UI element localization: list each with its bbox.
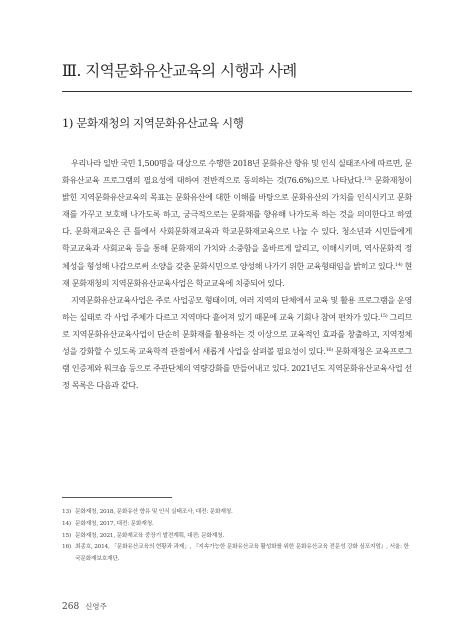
footnote-text: 문화재청, 2018, 문화유산 향유 및 인식 실태조사, 대전: 문화재청. bbox=[75, 509, 233, 515]
paragraph-1 bbox=[62, 155, 412, 292]
footnote-text: 최종호, 2014, 「문화유산교육의 현황과 과제」, 『지속가능한 문화유산교육 활성화를 위한 문화유산교육 전문성 강화 심포지엄』, 서울: 한국문화재보호재단. bbox=[75, 544, 409, 563]
footnote-number: 16) bbox=[62, 544, 71, 551]
paragraph-2 bbox=[62, 292, 412, 395]
paragraph-1-text-c: 현재 문화재청의 지역문화유산교육사업은 학교교육에 치중되어 있다. bbox=[62, 260, 413, 288]
footnote-ref-16: 16) bbox=[325, 347, 333, 354]
paragraph-1-text-a: 우리나라 일반 국민 1,500명을 대상으로 수행한 2018년 문화유산 향유 및 인식 실태조사에 따르면, 문화유산교육 프로그램의 필요성에 대하여 전반적으로 동의하는 것(76.6%)으로 나타났다. bbox=[62, 158, 412, 186]
footnote-text: 문화재청, 2021, 문화재교육 중장기 발전계획, 대전: 문화재청. bbox=[75, 532, 225, 539]
chapter-divider bbox=[62, 91, 412, 92]
footnote-item bbox=[62, 542, 412, 566]
footnote-item bbox=[62, 531, 412, 543]
page-number: 268 bbox=[62, 602, 80, 612]
paragraph-2-text-a: 지역문화유산교육사업은 주로 사업공모 형태이며, 여러 지역의 단체에서 교육 및 활용 프로그램을 운영하는 실태로 각 사업 주체가 다르고 지역마다 흩어져 있기 때문에 교육 기회나 참여 편차가 있다. bbox=[62, 294, 412, 322]
footnote-item bbox=[62, 519, 412, 531]
footnote-ref-15: 15) bbox=[380, 312, 388, 319]
chapter-title: Ⅲ. 지역문화유산교육의 시행과 사례 bbox=[62, 62, 297, 80]
paragraph-1-text-b: 문화재청이 밝힌 지역문화유산교육의 목표는 문화유산에 대한 이해를 바탕으로 문화유산의 가치를 인식시키고 문화재를 가꾸고 보호해 나가도록 하고, 궁극적으로는 문화재를 향유해 나가도록 하는 것을 의미한다고 하였다. 문화재교육은 큰 틀에서 사회문화재교육과 학교문화재교육으로 나눌 수 있다. 청소년과 시민들에게 학교교육과 사회교육 등을 통해 문화재의 가치와 소중함을 올바르게 알리고, 이해시키며, 역사문화적 정체성을 형성해 나감으로써 소양을 갖춘 문화시민으로 양성해 나가기 위한 교육형태임을 밝히고 있다. bbox=[62, 175, 412, 271]
footnote-ref-13: 13) bbox=[364, 176, 372, 183]
footnote-number: 13) bbox=[62, 509, 71, 515]
footnote-text: 문화재청, 2017, 대전: 문화재청. bbox=[75, 520, 154, 527]
running-author: 신영주 bbox=[85, 602, 107, 611]
page-footer bbox=[62, 601, 107, 612]
paragraph-2-text-c: 문화재청은 교육프로그램 인증제와 워크숍 등으로 주관단체의 역량강화를 만들어내고 있다. 2021년도 지역문화유산교육사업 선정 목록은 다음과 같다. bbox=[62, 346, 412, 391]
footnote-divider bbox=[62, 497, 172, 498]
paragraph-2-text-b: 그리므로 지역문화유산교육사업이 단순히 문화재를 활용하는 것 이상으로 교육적인 효과를 창출하고, 지역정체성을 강화할 수 있도록 교육학적 관점에서 새롭게 사업을 살펴볼 필요성이 있다. bbox=[62, 311, 412, 357]
footnote-number: 14) bbox=[62, 520, 71, 527]
footnotes bbox=[62, 507, 412, 566]
section-title: 1) 문화재청의 지역문화유산교육 시행 bbox=[62, 116, 244, 130]
footnote-item bbox=[62, 507, 412, 519]
footnote-ref-14: 14) bbox=[395, 261, 403, 268]
footnote-number: 15) bbox=[62, 532, 71, 539]
body-text bbox=[62, 155, 412, 394]
